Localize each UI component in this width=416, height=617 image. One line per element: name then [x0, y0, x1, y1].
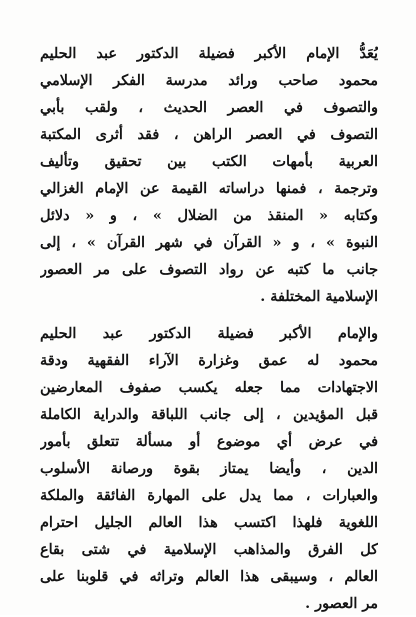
paragraph-line: والإمام الأكبر فضيلة الدكتور عبد الحليم — [40, 325, 378, 342]
paragraph-line: النبوة » ، و « القرآن في شهر القرآن » ، إلى — [40, 234, 378, 251]
paragraph-1 — [40, 40, 378, 310]
paragraph-line: والعبارات ، مما يدل على المهارة الفائقة والملكة — [40, 487, 378, 504]
paragraph-line: قبل المؤيدين ، إلى جانب اللباقة والدراية الكاملة — [40, 406, 378, 423]
paragraph-line: والتصوف في العصر الحديث ، ولقب بأبي — [40, 99, 378, 116]
paragraph-line: وترجمة ، فمنها دراساته القيمة عن الإمام الغزالي — [40, 180, 378, 197]
paragraph-line: الدين ، وأيضا يمتاز بقوة ورصانة الأسلوب — [40, 460, 378, 477]
paragraph-line: كل الفرق والمذاهب الإسلامية في شتى بقاع — [40, 541, 378, 558]
paragraph-line: في عرض أي موضوع أو مسألة تتعلق بأمور — [40, 433, 378, 450]
paragraph-line: مر العصور . — [305, 595, 378, 612]
paragraph-line: اللغوية فلهذا اكتسب هذا العالم الجليل احترام — [40, 514, 378, 531]
paragraph-line: محمود صاحب ورائد مدرسة الفكر الإسلامي — [40, 72, 378, 89]
paragraph-line: الاجتهادات مما جعله يكسب صفوف المعارضين — [40, 379, 378, 396]
paragraph-line: محمود له عمق وغزارة الآراء الفقهية ودقة — [40, 352, 378, 369]
paragraph-line: العربية بأمهات الكتب بين تحقيق وتأليف — [40, 153, 378, 170]
paragraph-line: جانب ما كتبه عن رواد التصوف على مر العصور — [40, 261, 378, 278]
paragraph-2 — [40, 320, 378, 617]
paragraph-line: العالم ، وسيبقى هذا العالم وتراثه في قلوبنا على — [40, 568, 378, 585]
paragraph-line: يُعَدُّ الإمام الأكبر فضيلة الدكتور عبد الحليم — [40, 45, 378, 62]
paragraph-line: الإسلامية المختلفة . — [260, 288, 378, 305]
paragraph-line: وكتابه « المنقذ من الضلال » ، و « دلائل — [40, 207, 378, 224]
paragraph-line: التصوف في العصر الراهن ، فقد أثرى المكتبة — [40, 126, 378, 143]
